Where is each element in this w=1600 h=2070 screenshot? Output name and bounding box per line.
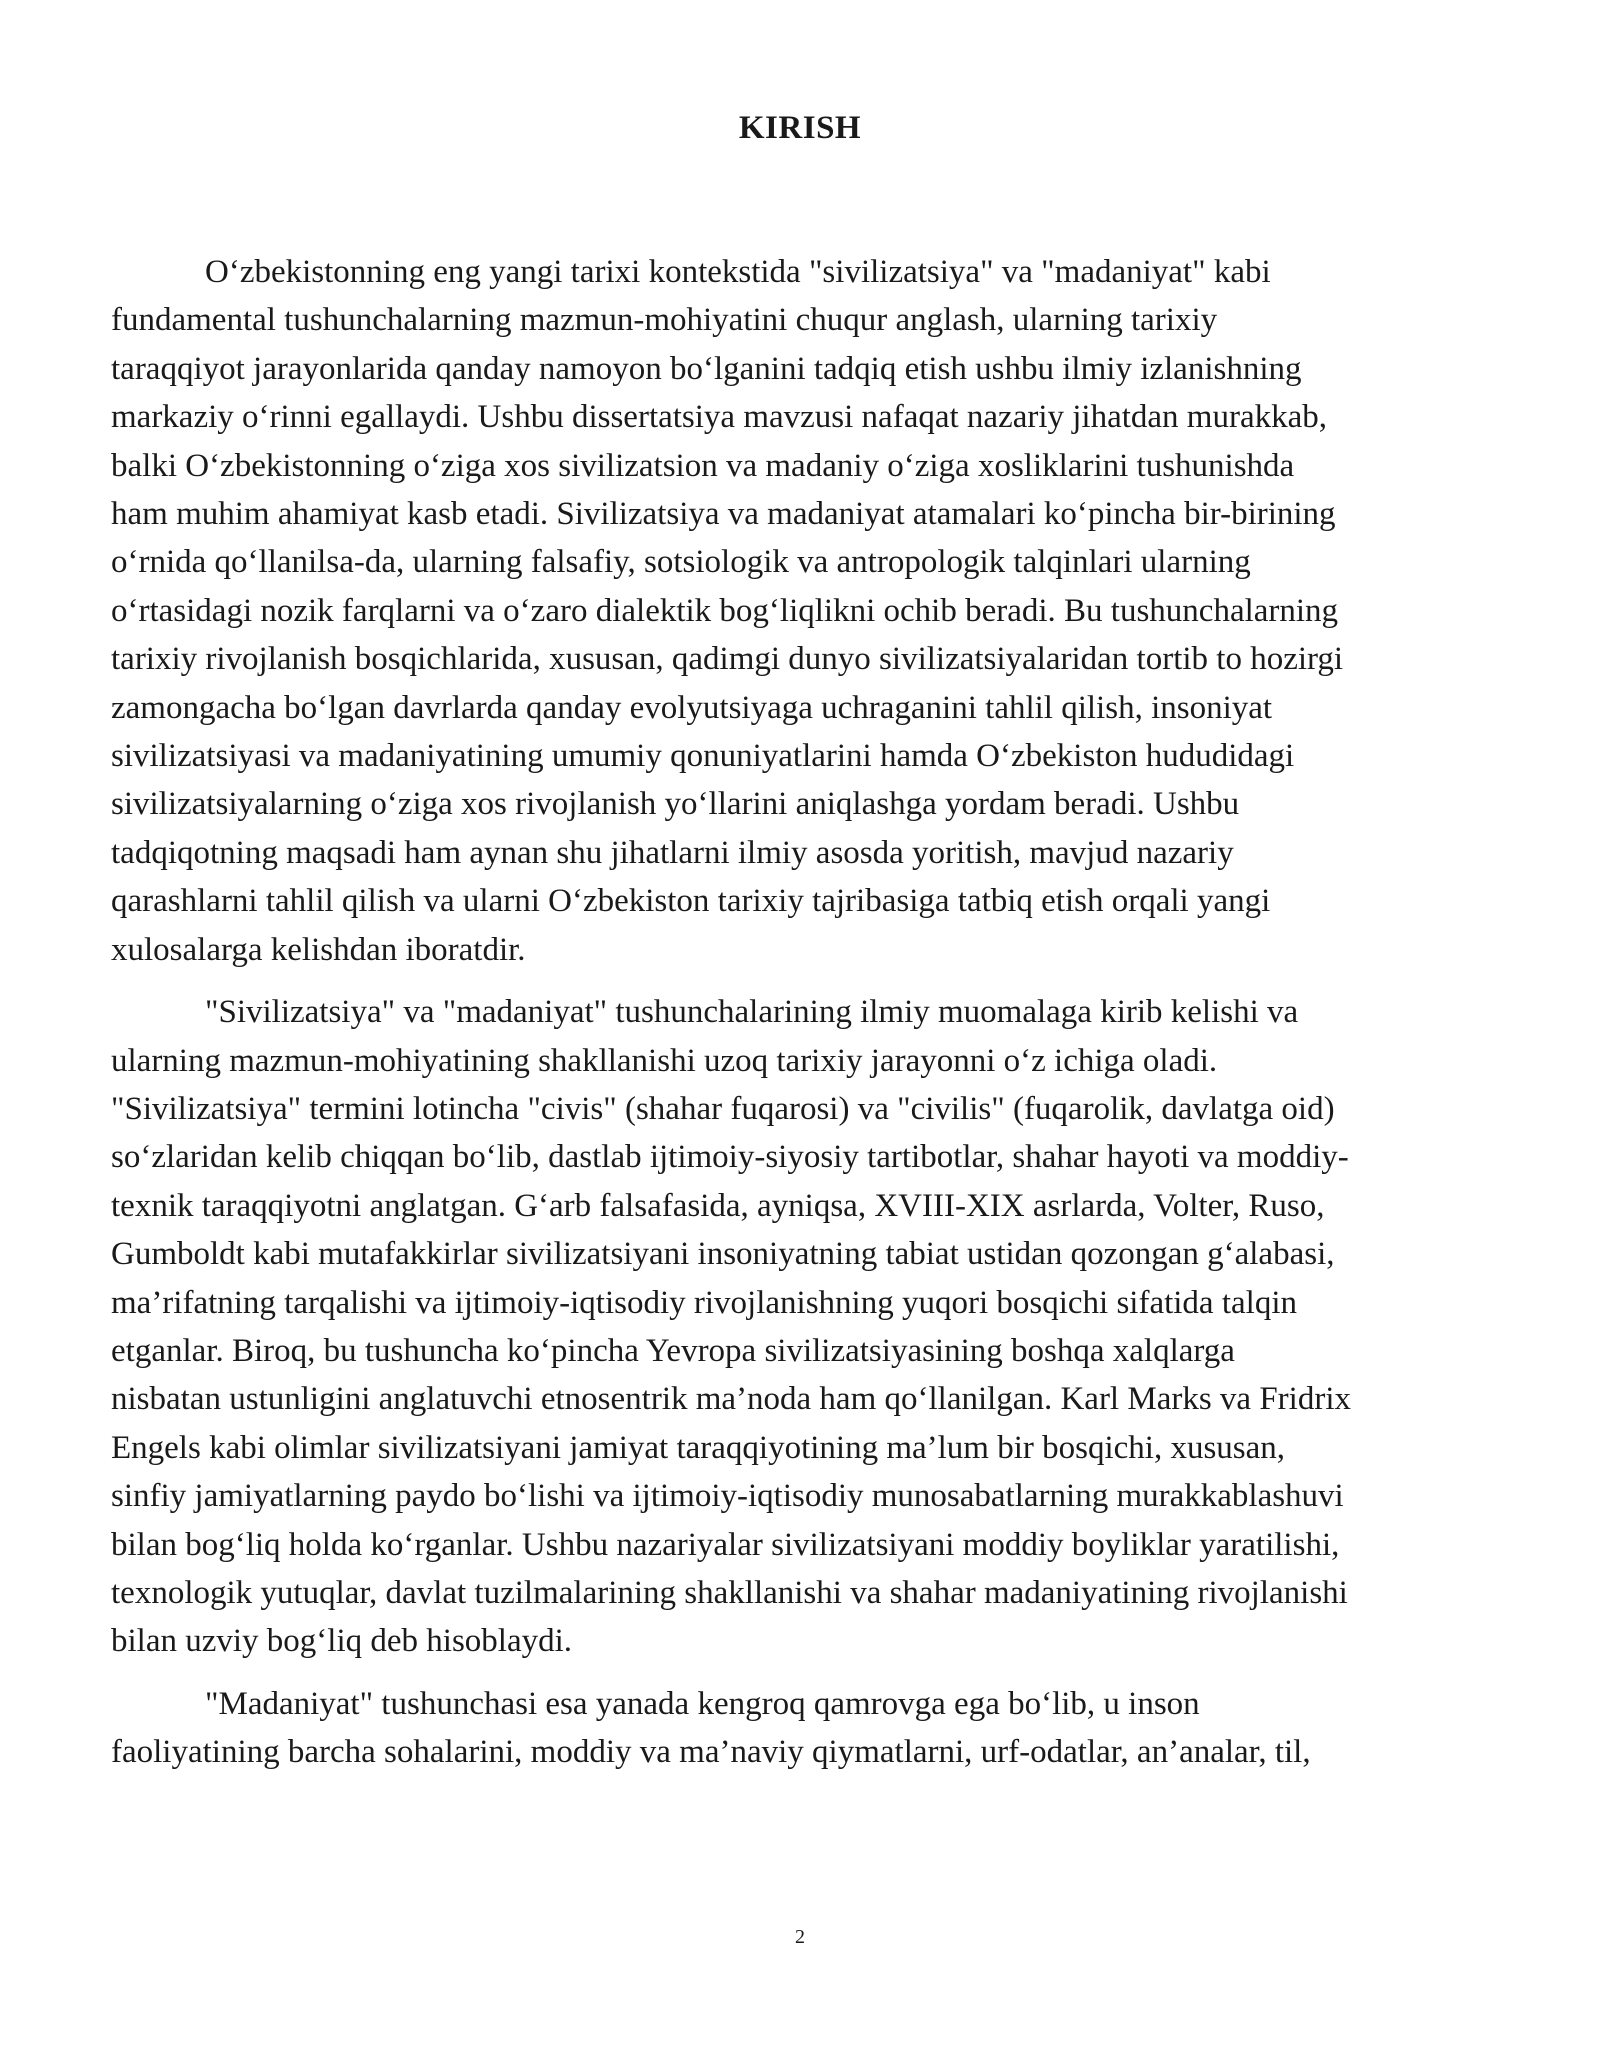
page-number: 2: [795, 1926, 805, 1948]
text-line: ularning mazmun-mohiyatining shakllanishi uzoq tarixiy jarayonni o‘z ichiga oladi.: [111, 1042, 1218, 1079]
text-line: fundamental tushunchalarning mazmun-mohiyatini chuqur anglash, ularning tarixiy: [111, 302, 1218, 339]
text-line: o‘rnida qo‘llanilsa-da, ularning falsafiy, sotsiologik va antropologik talqinlari ularning: [111, 544, 1251, 581]
text-line: zamongacha bo‘lgan davrlarda qanday evolyutsiyaga uchraganini tahlil qilish, insoniyat: [111, 689, 1273, 726]
text-line: markaziy o‘rinni egallaydi. Ushbu dissertatsiya mavzusi nafaqat nazariy jihatdan murakkab,: [111, 399, 1328, 436]
body-text: [111, 248, 1486, 1777]
text-line: tadqiqotning maqsadi ham aynan shu jihatlarni ilmiy asosda yoritish, mavjud nazariy: [111, 834, 1234, 871]
text-line: xulosalarga kelishdan iboratdir.: [111, 931, 526, 968]
text-line: tarixiy rivojlanish bosqichlarida, xususan, qadimgi dunyo sivilizatsiyalaridan tortib to hozirgi: [111, 641, 1344, 678]
text-line: texnik taraqqiyotni anglatgan. G‘arb falsafasida, ayniqsa, XVIII-XIX asrlarda, Volter, Ruso,: [111, 1187, 1325, 1224]
text-line: taraqqiyot jarayonlarida qanday namoyon bo‘lganini tadqiq etish ushbu ilmiy izlanishning: [111, 350, 1302, 387]
text-line: bilan uzviy bog‘liq deb hisoblaydi.: [111, 1623, 573, 1660]
text-line: faoliyatining barcha sohalarini, moddiy va ma’naviy qiymatlarni, urf-odatlar, an’analar, til,: [111, 1734, 1311, 1771]
text-line: "Sivilizatsiya" va "madaniyat" tushunchalarining ilmiy muomalaga kirib kelishi va: [205, 994, 1299, 1031]
paragraph-2: [111, 988, 1486, 1666]
text-line: O‘zbekistonning eng yangi tarixi kontekstida "sivilizatsiya" va "madaniyat" kabi: [205, 254, 1271, 290]
text-line: sinfiy jamiyatlarning paydo bo‘lishi va ijtimoiy-iqtisodiy munosabatlarning murakkablashuvi: [111, 1478, 1344, 1515]
text-line: etganlar. Biroq, bu tushuncha ko‘pincha Yevropa sivilizatsiyasining boshqa xalqlarga: [111, 1332, 1235, 1369]
text-line: so‘zlaridan kelib chiqqan bo‘lib, dastlab ijtimoiy-siyosiy tartibotlar, shahar hayoti va moddiy-: [111, 1139, 1349, 1176]
text-line: sivilizatsiyasi va madaniyatining umumiy qonuniyatlarini hamda O‘zbekiston hududidagi: [111, 738, 1295, 775]
section-heading: KIRISH: [738, 110, 862, 146]
paragraph-1: [111, 248, 1486, 974]
text-line: Gumboldt kabi mutafakkirlar sivilizatsiyani insoniyatning tabiat ustidan qozongan g‘alabasi,: [111, 1236, 1335, 1273]
paragraph-3: [111, 1680, 1486, 1777]
text-line: "Madaniyat" tushunchasi esa yanada kengroq qamrovga ega bo‘lib, u inson: [205, 1685, 1200, 1722]
text-line: ma’rifatning tarqalishi va ijtimoiy-iqtisodiy rivojlanishning yuqori bosqichi sifatida talqin: [111, 1284, 1297, 1321]
text-line: bilan bog‘liq holda ko‘rganlar. Ushbu nazariyalar sivilizatsiyani moddiy boyliklar yaratilishi,: [111, 1526, 1340, 1563]
text-line: "Sivilizatsiya" termini lotincha "civis" (shahar fuqarosi) va "civilis" (fuqarolik, davlatga oid): [111, 1090, 1335, 1127]
text-line: sivilizatsiyalarning o‘ziga xos rivojlanish yo‘llarini aniqlashga yordam beradi. Ushbu: [111, 786, 1240, 823]
text-line: ham muhim ahamiyat kasb etadi. Sivilizatsiya va madaniyat atamalari ko‘pincha bir-birining: [111, 496, 1336, 533]
text-line: balki O‘zbekistonning o‘ziga xos sivilizatsion va madaniy o‘ziga xosliklarini tushunishda: [111, 447, 1295, 484]
text-line: qarashlarni tahlil qilish va ularni O‘zbekiston tarixiy tajribasiga tatbiq etish orqali yangi: [111, 883, 1271, 920]
text-line: Engels kabi olimlar sivilizatsiyani jamiyat taraqqiyotining ma’lum bir bosqichi, xususan,: [111, 1429, 1286, 1466]
text-line: texnologik yutuqlar, davlat tuzilmalarining shakllanishi va shahar madaniyatining rivojlanishi: [111, 1574, 1348, 1611]
text-line: o‘rtasidagi nozik farqlarni va o‘zaro dialektik bog‘liqlikni ochib beradi. Bu tushunchalarning: [111, 592, 1339, 629]
text-line: nisbatan ustunligini anglatuvchi etnosentrik ma’noda ham qo‘llanilgan. Karl Marks va Fridrix: [111, 1381, 1351, 1418]
